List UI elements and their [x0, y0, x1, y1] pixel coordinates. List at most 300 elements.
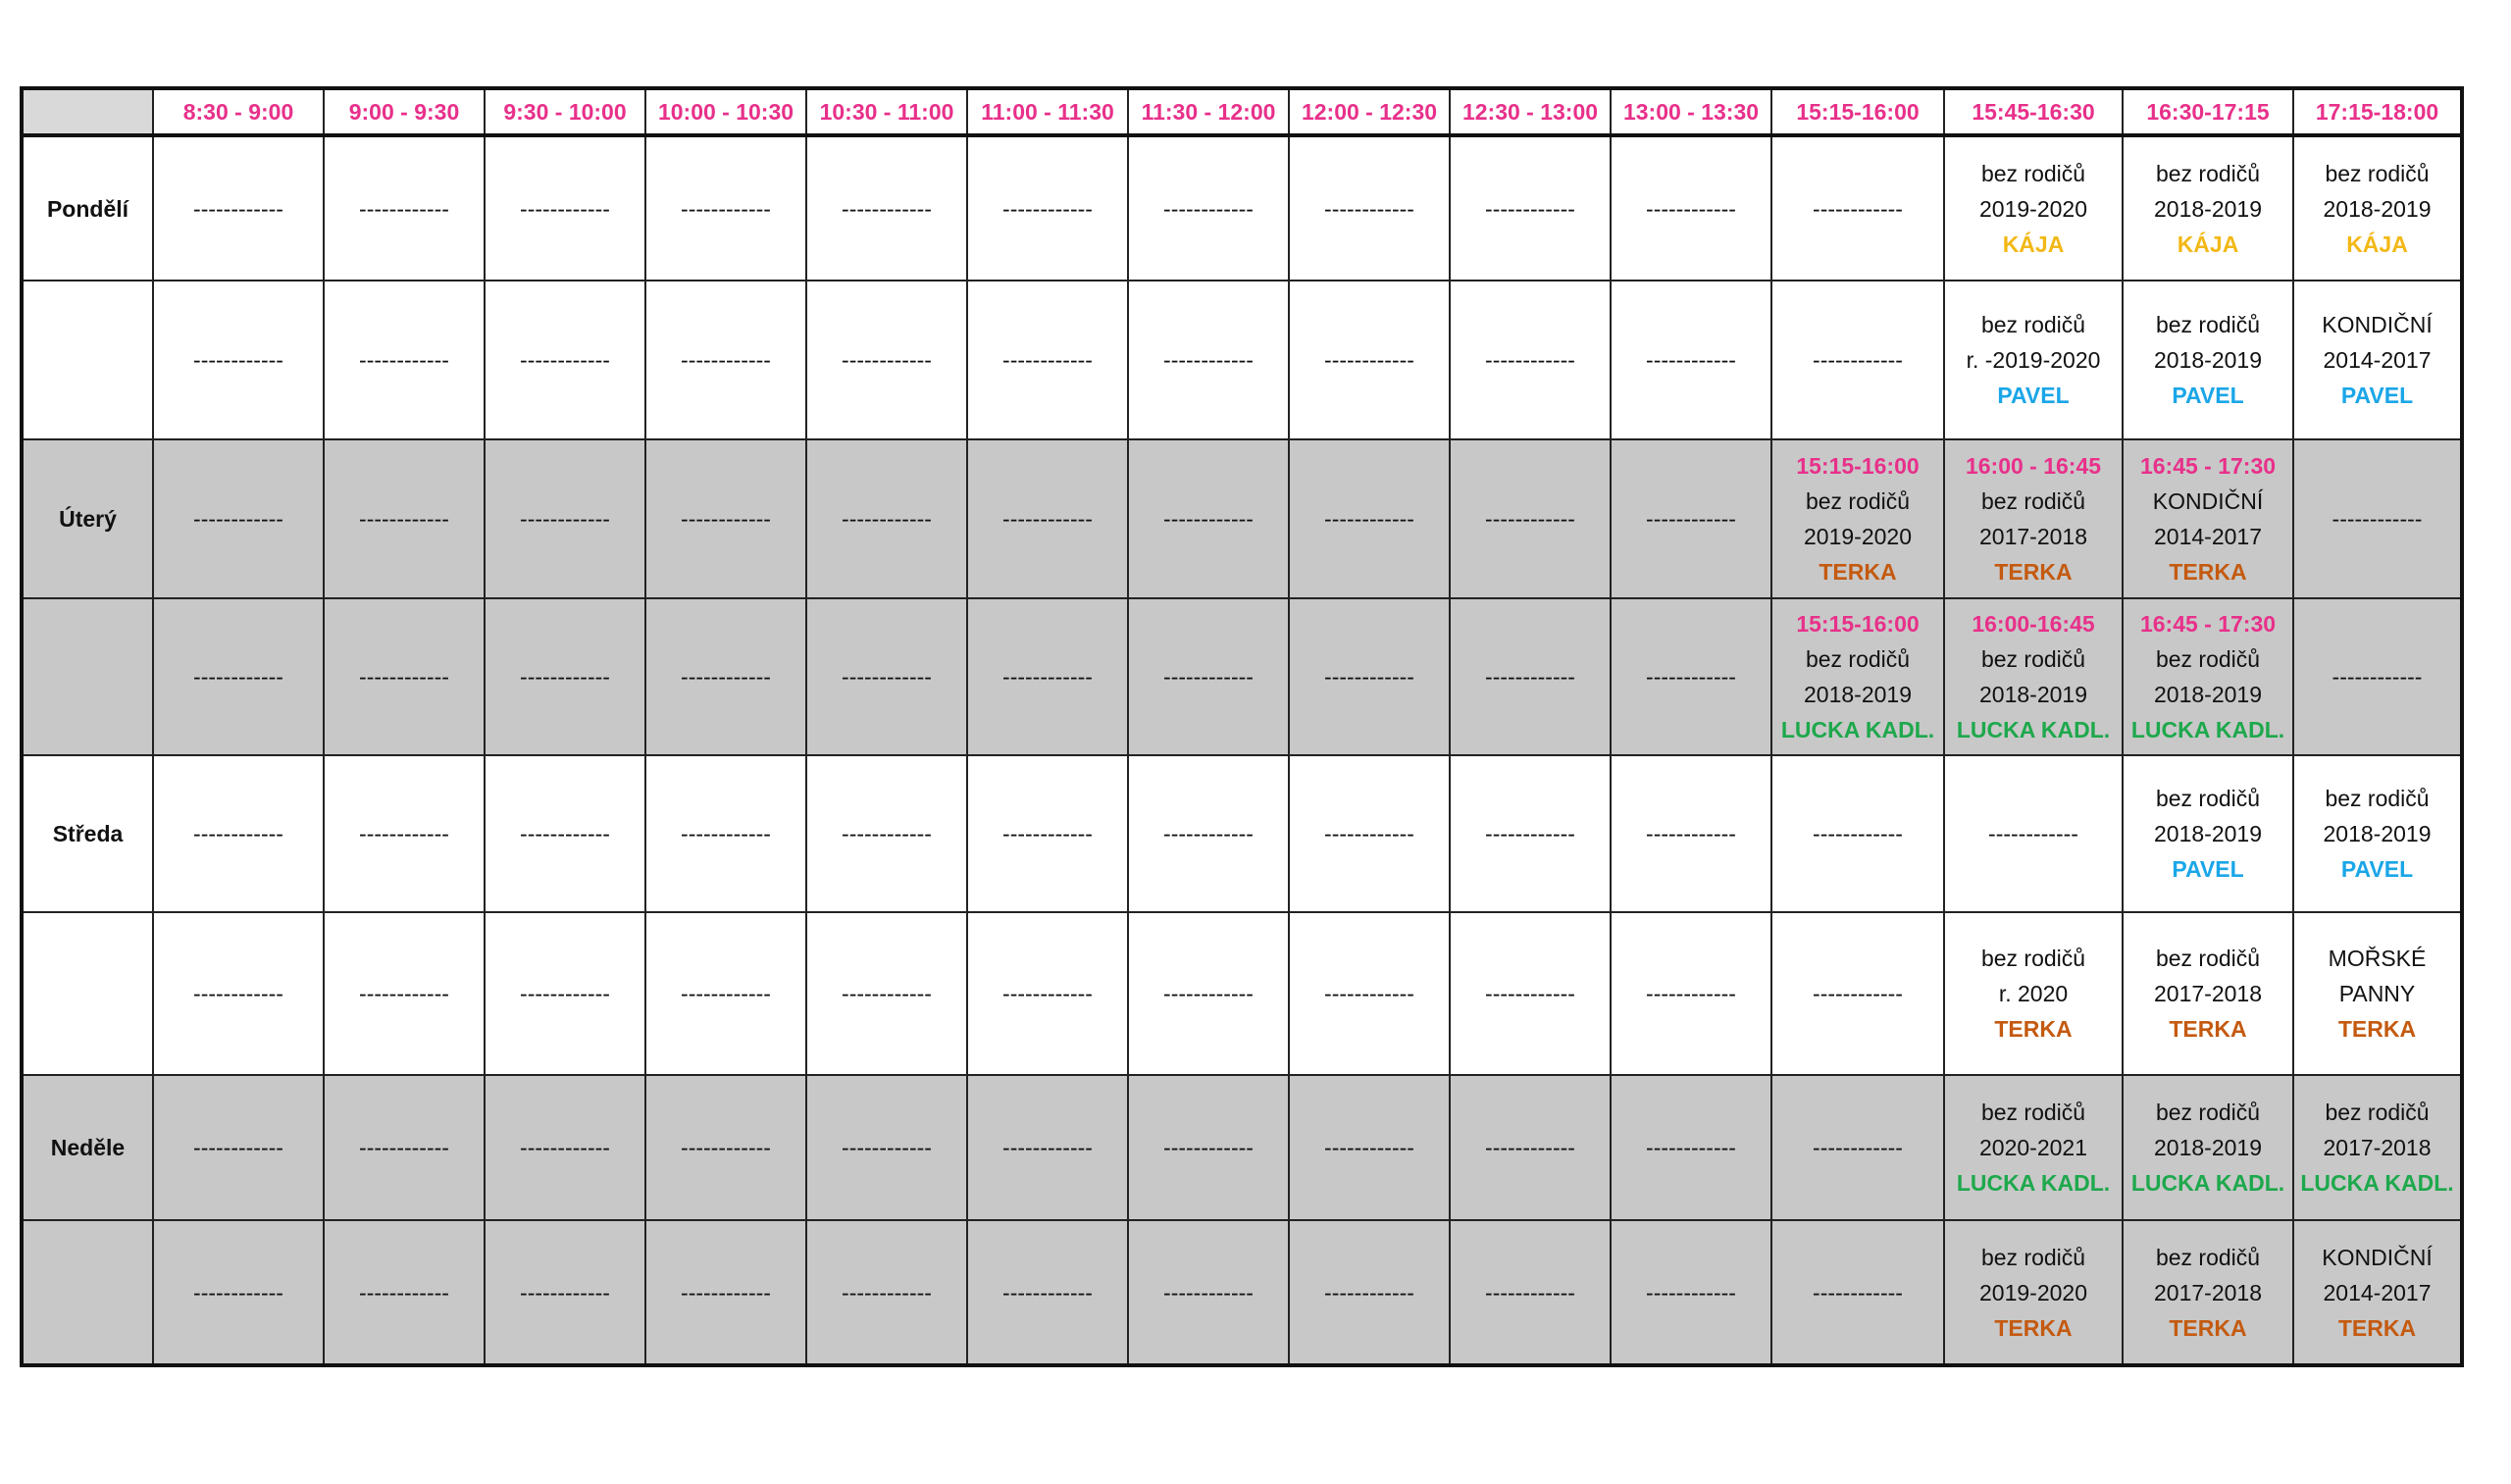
empty-slot-mark: ------------ — [1324, 821, 1414, 846]
empty-slot-mark: ------------ — [1163, 1279, 1254, 1305]
empty-slot-mark: ------------ — [520, 664, 610, 690]
empty-slot-mark: ------------ — [1163, 347, 1254, 373]
header-corner-cell — [22, 88, 153, 135]
lesson-group: KONDIČNÍ — [2152, 488, 2264, 514]
schedule-row — [22, 755, 2462, 912]
lesson-group: MOŘSKÉ — [2328, 946, 2427, 971]
lesson-group: bez rodičů — [2325, 1100, 2430, 1125]
schedule-table — [20, 86, 2464, 1367]
empty-slot — [967, 281, 1128, 439]
lesson-cell — [2123, 281, 2293, 439]
empty-slot-mark: ------------ — [520, 821, 610, 846]
empty-slot-mark: ------------ — [681, 664, 771, 690]
time-slot-header: 12:30 - 13:00 — [1450, 88, 1611, 135]
empty-slot-mark: ------------ — [1813, 821, 1903, 846]
empty-slot — [153, 598, 324, 755]
empty-slot-mark: ------------ — [359, 1279, 449, 1305]
empty-slot-mark: ------------ — [1002, 347, 1093, 373]
empty-slot — [1128, 1220, 1289, 1365]
empty-slot — [485, 135, 645, 281]
empty-slot — [967, 755, 1128, 912]
empty-slot-mark: ------------ — [193, 981, 283, 1006]
lesson-years: 2017-2018 — [1979, 524, 2087, 549]
instructor-name: KÁJA — [2346, 230, 2408, 257]
empty-slot-mark: ------------ — [681, 821, 771, 846]
empty-slot — [645, 755, 806, 912]
empty-slot-mark: ------------ — [681, 1279, 771, 1305]
empty-slot-mark: ------------ — [1646, 347, 1736, 373]
empty-slot — [1450, 912, 1611, 1075]
time-slot-header: 16:30-17:15 — [2123, 88, 2293, 135]
empty-slot-mark: ------------ — [359, 1135, 449, 1160]
empty-slot-mark: ------------ — [520, 506, 610, 532]
day-label — [22, 598, 153, 755]
empty-slot-mark: ------------ — [681, 981, 771, 1006]
schedule-row — [22, 598, 2462, 755]
empty-slot — [1450, 439, 1611, 598]
lesson-group: bez rodičů — [1980, 946, 2086, 971]
lesson-years: 2018-2019 — [2154, 1135, 2262, 1160]
empty-slot — [1289, 135, 1450, 281]
empty-slot — [1771, 135, 1944, 281]
lesson-years: r. -2019-2020 — [1966, 347, 2101, 373]
empty-slot-mark: ------------ — [1163, 506, 1254, 532]
empty-slot-mark: ------------ — [842, 195, 932, 222]
empty-slot — [1771, 912, 1944, 1075]
lesson-cell — [1944, 439, 2123, 598]
empty-slot-mark: ------------ — [1163, 981, 1254, 1006]
instructor-name: KÁJA — [2002, 230, 2065, 257]
empty-slot — [153, 755, 324, 912]
empty-slot — [485, 755, 645, 912]
empty-slot — [1611, 755, 1771, 912]
instructor-name: PAVEL — [2172, 383, 2244, 408]
empty-slot — [324, 281, 485, 439]
day-label — [22, 912, 153, 1075]
lesson-years: 2018-2019 — [2323, 821, 2432, 846]
empty-slot — [1128, 281, 1289, 439]
lesson-time: 16:00-16:45 — [1972, 611, 2095, 637]
instructor-name: LUCKA KADL. — [1780, 717, 1935, 742]
empty-slot-mark: ------------ — [1646, 981, 1736, 1006]
empty-slot-mark: ------------ — [520, 1279, 610, 1305]
empty-slot-mark: ------------ — [1813, 1135, 1903, 1160]
empty-slot — [806, 281, 967, 439]
empty-slot — [1611, 1075, 1771, 1220]
empty-slot — [1128, 135, 1289, 281]
empty-slot-mark: ------------ — [193, 195, 283, 222]
empty-slot-mark: ------------ — [1324, 195, 1414, 222]
empty-slot — [645, 598, 806, 755]
empty-slot-mark: ------------ — [359, 195, 449, 222]
empty-slot-mark: ------------ — [1485, 1279, 1575, 1305]
empty-slot-mark: ------------ — [842, 981, 932, 1006]
empty-slot-mark: ------------ — [1002, 195, 1093, 222]
empty-slot-mark: ------------ — [1646, 506, 1736, 532]
empty-slot-mark: ------------ — [1324, 506, 1414, 532]
empty-slot — [1450, 1075, 1611, 1220]
empty-slot-mark: ------------ — [193, 506, 283, 532]
empty-slot — [806, 1075, 967, 1220]
empty-slot-mark: ------------ — [1646, 664, 1736, 690]
instructor-name: TERKA — [1819, 559, 1897, 585]
lesson-group: bez rodičů — [2155, 646, 2261, 672]
instructor-name: LUCKA KADL. — [2130, 717, 2285, 742]
lesson-cell — [2293, 1220, 2462, 1365]
empty-slot-mark: ------------ — [193, 1135, 283, 1160]
lesson-group: bez rodičů — [1805, 646, 1911, 672]
empty-slot — [645, 912, 806, 1075]
empty-slot — [1289, 1075, 1450, 1220]
empty-slot-mark: ------------ — [1324, 1279, 1414, 1305]
empty-slot — [1450, 135, 1611, 281]
day-label: Pondělí — [22, 135, 153, 281]
empty-slot — [1289, 281, 1450, 439]
empty-slot — [324, 1075, 485, 1220]
empty-slot-mark: ------------ — [842, 821, 932, 846]
time-slot-header: 10:00 - 10:30 — [645, 88, 806, 135]
empty-slot-mark: ------------ — [1163, 1135, 1254, 1160]
empty-slot — [485, 281, 645, 439]
lesson-years: 2017-2018 — [2154, 981, 2262, 1006]
time-slot-header: 9:00 - 9:30 — [324, 88, 485, 135]
empty-slot-mark: ------------ — [681, 347, 771, 373]
instructor-name: PAVEL — [2340, 383, 2414, 408]
lesson-years: 2019-2020 — [1979, 195, 2087, 222]
empty-slot-mark: ------------ — [681, 506, 771, 532]
empty-slot — [645, 439, 806, 598]
instructor-name: TERKA — [2337, 1314, 2417, 1341]
empty-slot-mark: ------------ — [1813, 347, 1903, 373]
lesson-years: 2018-2019 — [2154, 347, 2262, 373]
empty-slot-mark: ------------ — [1163, 195, 1254, 222]
empty-slot — [967, 439, 1128, 598]
empty-slot-mark: ------------ — [193, 664, 283, 690]
schedule-body — [22, 135, 2462, 1365]
empty-slot — [324, 135, 485, 281]
time-slot-header: 10:30 - 11:00 — [806, 88, 967, 135]
instructor-name: TERKA — [1994, 1314, 2073, 1341]
lesson-cell — [2293, 135, 2462, 281]
day-label: Úterý — [22, 439, 153, 598]
lesson-group: bez rodičů — [2325, 786, 2430, 811]
empty-slot — [485, 598, 645, 755]
empty-slot — [2293, 598, 2462, 755]
empty-slot — [1611, 912, 1771, 1075]
empty-slot — [1611, 135, 1771, 281]
instructor-name: PAVEL — [2172, 856, 2244, 882]
empty-slot — [806, 755, 967, 912]
empty-slot-mark: ------------ — [520, 1135, 610, 1160]
empty-slot — [153, 912, 324, 1075]
lesson-group: bez rodičů — [1980, 312, 2086, 337]
empty-slot — [2293, 439, 2462, 598]
time-slot-header: 15:45-16:30 — [1944, 88, 2123, 135]
empty-slot — [1128, 439, 1289, 598]
instructor-name: TERKA — [2169, 1314, 2247, 1341]
lesson-years: 2019-2020 — [1804, 524, 1912, 549]
instructor-name: PAVEL — [2340, 856, 2414, 882]
lesson-group: KONDIČNÍ — [2322, 312, 2433, 337]
empty-slot — [645, 281, 806, 439]
schedule-row — [22, 281, 2462, 439]
empty-slot — [645, 135, 806, 281]
empty-slot — [1289, 912, 1450, 1075]
lesson-years: r. 2020 — [1998, 981, 2069, 1006]
lesson-cell — [2123, 912, 2293, 1075]
empty-slot-mark: ------------ — [2332, 664, 2423, 690]
lesson-years: 2014-2017 — [2323, 1279, 2432, 1305]
lesson-cell — [1771, 598, 1944, 755]
schedule-row — [22, 1075, 2462, 1220]
empty-slot — [1289, 755, 1450, 912]
empty-slot — [1450, 598, 1611, 755]
empty-slot-mark: ------------ — [1485, 821, 1575, 846]
empty-slot — [806, 135, 967, 281]
lesson-years: 2017-2018 — [2154, 1279, 2262, 1305]
empty-slot-mark: ------------ — [520, 195, 610, 222]
time-slot-header: 11:30 - 12:00 — [1128, 88, 1289, 135]
lesson-group: bez rodičů — [1980, 160, 2086, 186]
lesson-years: 2019-2020 — [1979, 1279, 2087, 1305]
empty-slot-mark: ------------ — [193, 821, 283, 846]
empty-slot — [485, 1220, 645, 1365]
empty-slot — [967, 1220, 1128, 1365]
lesson-time: 16:45 - 17:30 — [2139, 611, 2277, 637]
empty-slot — [806, 912, 967, 1075]
lesson-group: bez rodičů — [1980, 1100, 2086, 1125]
empty-slot-mark: ------------ — [1485, 981, 1575, 1006]
empty-slot-mark: ------------ — [1002, 1279, 1093, 1305]
lesson-cell — [2293, 755, 2462, 912]
empty-slot-mark: ------------ — [2332, 506, 2423, 532]
empty-slot-mark: ------------ — [1324, 347, 1414, 373]
time-slot-header: 9:30 - 10:00 — [485, 88, 645, 135]
empty-slot-mark: ------------ — [1485, 195, 1575, 222]
day-label — [22, 1220, 153, 1365]
empty-slot-mark: ------------ — [1163, 664, 1254, 690]
time-slot-header: 17:15-18:00 — [2293, 88, 2462, 135]
empty-slot — [1128, 912, 1289, 1075]
empty-slot — [1944, 755, 2123, 912]
schedule-row — [22, 135, 2462, 281]
empty-slot — [153, 135, 324, 281]
empty-slot — [153, 1220, 324, 1365]
lesson-years: 2018-2019 — [2154, 195, 2262, 222]
empty-slot-mark: ------------ — [520, 347, 610, 373]
empty-slot — [806, 439, 967, 598]
empty-slot-mark: ------------ — [193, 1279, 283, 1305]
empty-slot — [1289, 1220, 1450, 1365]
time-slot-header: 15:15-16:00 — [1771, 88, 1944, 135]
instructor-name: TERKA — [1994, 559, 2073, 585]
empty-slot-mark: ------------ — [1646, 195, 1736, 222]
empty-slot — [1289, 439, 1450, 598]
empty-slot — [1450, 1220, 1611, 1365]
lesson-cell — [1944, 1220, 2123, 1365]
lesson-years: 2017-2018 — [2323, 1135, 2432, 1160]
empty-slot-mark: ------------ — [681, 1135, 771, 1160]
empty-slot — [645, 1220, 806, 1365]
instructor-name: TERKA — [2169, 559, 2247, 585]
empty-slot-mark: ------------ — [1002, 981, 1093, 1006]
lesson-years: 2018-2019 — [1804, 682, 1912, 707]
empty-slot-mark: ------------ — [842, 1279, 932, 1305]
empty-slot-mark: ------------ — [842, 506, 932, 532]
lesson-group: KONDIČNÍ — [2322, 1244, 2433, 1270]
lesson-time: 15:15-16:00 — [1796, 453, 1920, 479]
lesson-cell — [2123, 598, 2293, 755]
empty-slot-mark: ------------ — [1646, 821, 1736, 846]
empty-slot — [806, 1220, 967, 1365]
empty-slot — [967, 1075, 1128, 1220]
lesson-group: bez rodičů — [2155, 946, 2261, 971]
day-label: Neděle — [22, 1075, 153, 1220]
empty-slot-mark: ------------ — [1324, 1135, 1414, 1160]
lesson-cell — [2123, 755, 2293, 912]
lesson-group: bez rodičů — [1980, 646, 2086, 672]
time-slot-header: 8:30 - 9:00 — [153, 88, 324, 135]
lesson-group: bez rodičů — [1980, 488, 2086, 514]
lesson-years: 2014-2017 — [2154, 524, 2262, 549]
day-label: Středa — [22, 755, 153, 912]
schedule-row — [22, 439, 2462, 598]
empty-slot-mark: ------------ — [1813, 981, 1903, 1006]
header-row — [22, 88, 2462, 135]
empty-slot — [1450, 281, 1611, 439]
lesson-time: 16:00 - 16:45 — [1965, 453, 2102, 479]
empty-slot-mark: ------------ — [1988, 821, 2078, 846]
instructor-name: TERKA — [2337, 1016, 2417, 1042]
empty-slot — [1450, 755, 1611, 912]
empty-slot-mark: ------------ — [681, 195, 771, 222]
instructor-name: LUCKA KADL. — [2130, 1170, 2285, 1196]
empty-slot-mark: ------------ — [359, 821, 449, 846]
lesson-group: bez rodičů — [1980, 1244, 2086, 1270]
empty-slot-mark: ------------ — [842, 347, 932, 373]
lesson-cell — [2123, 135, 2293, 281]
empty-slot — [1771, 1075, 1944, 1220]
instructor-name: TERKA — [1994, 1016, 2073, 1042]
empty-slot — [806, 598, 967, 755]
schedule-row — [22, 912, 2462, 1075]
empty-slot-mark: ------------ — [1324, 981, 1414, 1006]
empty-slot — [485, 1075, 645, 1220]
empty-slot — [324, 755, 485, 912]
empty-slot — [153, 439, 324, 598]
empty-slot — [1611, 598, 1771, 755]
empty-slot — [1611, 1220, 1771, 1365]
lesson-group: bez rodičů — [2155, 312, 2261, 337]
empty-slot — [485, 439, 645, 598]
empty-slot-mark: ------------ — [193, 347, 283, 373]
empty-slot — [1771, 281, 1944, 439]
instructor-name: LUCKA KADL. — [2300, 1170, 2454, 1196]
lesson-cell — [1944, 281, 2123, 439]
empty-slot-mark: ------------ — [1002, 506, 1093, 532]
empty-slot — [1611, 281, 1771, 439]
lesson-cell — [2123, 439, 2293, 598]
instructor-name: KÁJA — [2177, 230, 2239, 257]
lesson-time: 15:15-16:00 — [1796, 611, 1920, 637]
lesson-cell — [1944, 1075, 2123, 1220]
empty-slot — [1611, 439, 1771, 598]
instructor-name: LUCKA KADL. — [1956, 717, 2111, 742]
instructor-name: TERKA — [2169, 1016, 2247, 1042]
empty-slot-mark: ------------ — [1002, 664, 1093, 690]
empty-slot-mark: ------------ — [359, 347, 449, 373]
lesson-years: 2020-2021 — [1979, 1135, 2087, 1160]
lesson-cell — [2123, 1075, 2293, 1220]
empty-slot — [1128, 598, 1289, 755]
day-label — [22, 281, 153, 439]
empty-slot — [967, 135, 1128, 281]
lesson-cell — [2293, 912, 2462, 1075]
lesson-years: 2014-2017 — [2323, 347, 2432, 373]
time-slot-header: 13:00 - 13:30 — [1611, 88, 1771, 135]
empty-slot-mark: ------------ — [842, 664, 932, 690]
empty-slot — [324, 439, 485, 598]
empty-slot-mark: ------------ — [1813, 1279, 1903, 1305]
empty-slot-mark: ------------ — [1485, 506, 1575, 532]
lesson-cell — [2123, 1220, 2293, 1365]
empty-slot — [1289, 598, 1450, 755]
lesson-cell — [1944, 135, 2123, 281]
lesson-group: bez rodičů — [2155, 1100, 2261, 1125]
empty-slot-mark: ------------ — [1163, 821, 1254, 846]
empty-slot-mark: ------------ — [1324, 664, 1414, 690]
lesson-years: 2018-2019 — [2154, 682, 2262, 707]
empty-slot-mark: ------------ — [520, 981, 610, 1006]
lesson-years: 2018-2019 — [1979, 682, 2087, 707]
lesson-years: 2018-2019 — [2154, 821, 2262, 846]
lesson-cell — [1771, 439, 1944, 598]
empty-slot-mark: ------------ — [1002, 821, 1093, 846]
empty-slot-mark: ------------ — [1485, 347, 1575, 373]
empty-slot — [153, 281, 324, 439]
empty-slot — [1771, 755, 1944, 912]
empty-slot-mark: ------------ — [1485, 664, 1575, 690]
instructor-name: PAVEL — [1997, 383, 2070, 408]
lesson-group: bez rodičů — [2325, 160, 2430, 186]
empty-slot — [645, 1075, 806, 1220]
lesson-cell — [2293, 1075, 2462, 1220]
empty-slot — [324, 912, 485, 1075]
empty-slot-mark: ------------ — [1813, 195, 1903, 222]
lesson-group: bez rodičů — [2155, 160, 2261, 186]
empty-slot-mark: ------------ — [359, 981, 449, 1006]
lesson-cell — [1944, 598, 2123, 755]
empty-slot — [485, 912, 645, 1075]
empty-slot — [1128, 755, 1289, 912]
empty-slot-mark: ------------ — [359, 506, 449, 532]
empty-slot-mark: ------------ — [359, 664, 449, 690]
lesson-years: PANNY — [2338, 981, 2416, 1006]
empty-slot — [1771, 1220, 1944, 1365]
empty-slot — [324, 1220, 485, 1365]
empty-slot — [153, 1075, 324, 1220]
instructor-name: LUCKA KADL. — [1956, 1170, 2111, 1196]
schedule-row — [22, 1220, 2462, 1365]
empty-slot — [967, 598, 1128, 755]
lesson-cell — [2293, 281, 2462, 439]
lesson-group: bez rodičů — [2155, 1244, 2261, 1270]
empty-slot-mark: ------------ — [1646, 1279, 1736, 1305]
empty-slot-mark: ------------ — [1646, 1135, 1736, 1160]
empty-slot-mark: ------------ — [1485, 1135, 1575, 1160]
empty-slot — [324, 598, 485, 755]
empty-slot — [967, 912, 1128, 1075]
